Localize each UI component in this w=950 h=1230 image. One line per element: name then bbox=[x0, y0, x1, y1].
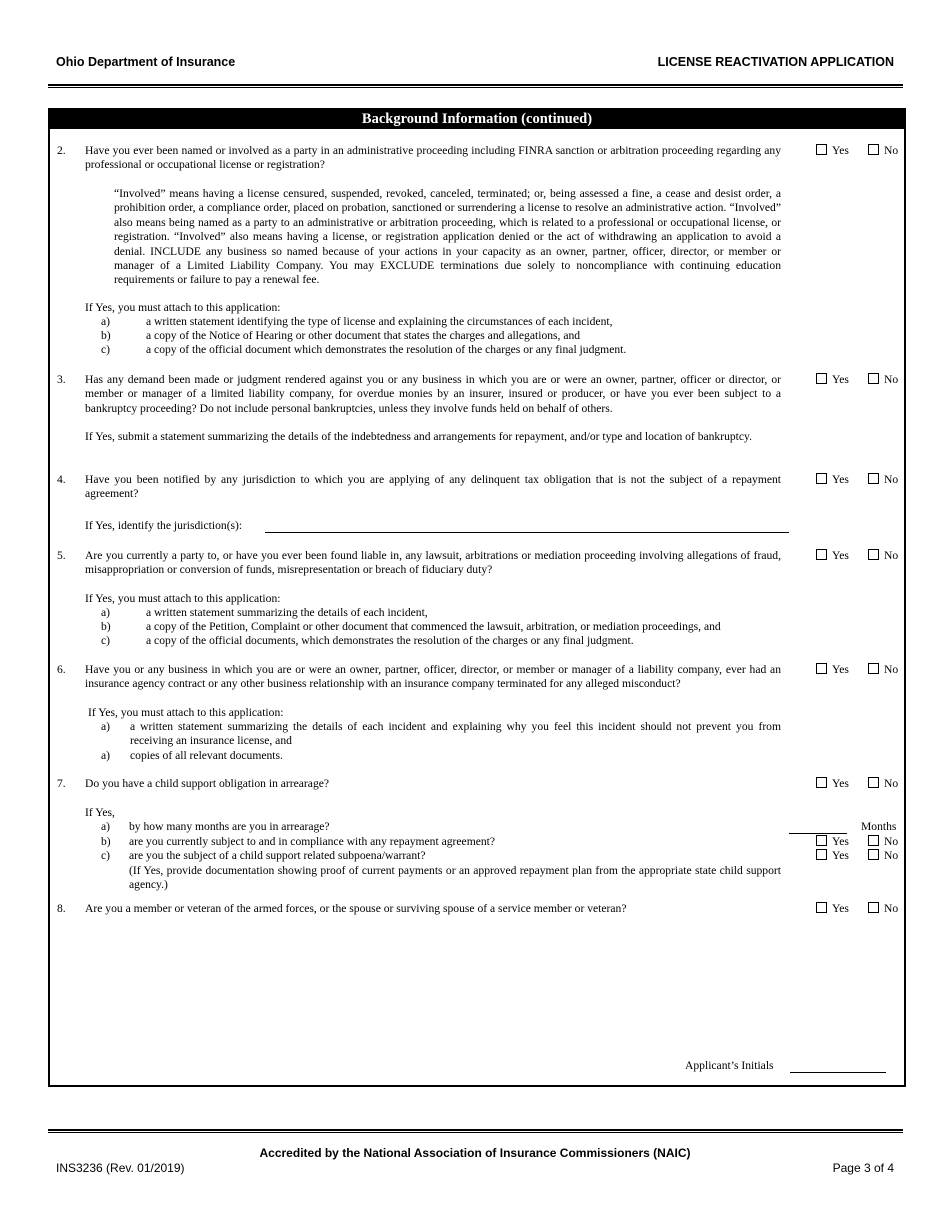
months-label: Months bbox=[861, 820, 897, 833]
q7-no-checkbox[interactable]: No bbox=[868, 777, 898, 791]
header-form-title: LICENSE REACTIVATION APPLICATION bbox=[657, 55, 894, 69]
q7b-yes-checkbox[interactable]: Yes bbox=[816, 835, 849, 849]
q6-no-checkbox[interactable]: No bbox=[868, 663, 898, 677]
q2-number: 2. bbox=[57, 144, 66, 157]
q6-item-a: a) a written statement summarizing the details of each incident and explaining why you feel this incident should not prevent you from receiving an insurance license, and bbox=[101, 720, 781, 748]
q5-attach-intro: If Yes, you must attach to this application: bbox=[85, 592, 281, 605]
q7c-no-checkbox[interactable]: No bbox=[868, 849, 898, 863]
q8-text: Are you a member or veteran of the armed forces, or the spouse or surviving spouse of a service member or veteran? bbox=[85, 902, 627, 915]
checkbox-icon bbox=[816, 849, 827, 860]
q2-definition: “Involved” means having a license censured, suspended, revoked, canceled, terminated; or, being assessed a fine, a cease and desist order, a prohibition order, a compliance order, placed on probation, sanctioned or surrendering a license to resolve an administrative action. “Involved” also means being named as a party to an administrative or arbitration proceeding, which is related to a professional or occupational license, or registration. “Involved” also means having a license, or registration application denied or the act of withdrawing an application to avoid a denial. INCLUDE any business so named because of your actions in your capacity as an owner, partner, officer, director, or member or manager of a Limited Liability Company. You may EXCLUDE terminations due solely to noncompliance with continuing education requirements or failure to pay a renewal fee. bbox=[114, 187, 781, 287]
checkbox-icon bbox=[816, 902, 827, 913]
q5-yes-checkbox[interactable]: Yes bbox=[816, 549, 849, 563]
q8-yes-checkbox[interactable]: Yes bbox=[816, 902, 849, 916]
q3-number: 3. bbox=[57, 373, 66, 386]
checkbox-icon bbox=[868, 549, 879, 560]
q7-yes-checkbox[interactable]: Yes bbox=[816, 777, 849, 791]
q7-text: Do you have a child support obligation in arrearage? bbox=[85, 777, 330, 790]
section-title: Background Information (continued) bbox=[50, 110, 904, 129]
q4-no-checkbox[interactable]: No bbox=[868, 473, 898, 487]
q5-no-checkbox[interactable]: No bbox=[868, 549, 898, 563]
header-agency: Ohio Department of Insurance bbox=[56, 55, 236, 69]
q7-note: (If Yes, provide documentation showing proof of current payments or an approved repayment plan from the appropriate state child support agency.) bbox=[129, 864, 781, 892]
initials-label: Applicant’s Initials bbox=[685, 1059, 774, 1072]
initials-input-line[interactable] bbox=[790, 1072, 886, 1073]
q6-text: Have you or any business in which you are or were an owner, partner, officer, director, or member or manager of a liability company, ever had an insurance agency contract or any other business relationship with an insurance company terminated for any alleged misconduct? bbox=[85, 663, 781, 691]
checkbox-icon bbox=[816, 663, 827, 674]
q3-text: Has any demand been made or judgment rendered against you or any business in which you are or were an owner, partner, officer or director, or member or manager of a limited liability company, for overdue monies by an insurer, insured or producer, or have you ever been subject to a bankruptcy proceeding? Do not include personal bankruptcies, unless they involve funds held on behalf of others. bbox=[85, 373, 781, 415]
q6-number: 6. bbox=[57, 663, 66, 676]
q4-yes-checkbox[interactable]: Yes bbox=[816, 473, 849, 487]
q3-yes-checkbox[interactable]: Yes bbox=[816, 373, 849, 387]
q7c-yes-checkbox[interactable]: Yes bbox=[816, 849, 849, 863]
q2-yes-checkbox[interactable]: Yes bbox=[816, 144, 849, 158]
footer-accreditation: Accredited by the National Association of Insurance Commissioners (NAIC) bbox=[259, 1146, 691, 1160]
q5-number: 5. bbox=[57, 549, 66, 562]
checkbox-icon bbox=[868, 144, 879, 155]
q4-text: Have you been notified by any jurisdiction to which you are applying of any delinquent tax obligation that is not the subject of a repayment agreement? bbox=[85, 473, 781, 501]
header-rule bbox=[48, 84, 903, 88]
q7-number: 7. bbox=[57, 777, 66, 790]
checkbox-icon bbox=[816, 473, 827, 484]
checkbox-icon bbox=[868, 777, 879, 788]
q2-attach-intro: If Yes, you must attach to this application: bbox=[85, 301, 281, 314]
q7b-no-checkbox[interactable]: No bbox=[868, 835, 898, 849]
checkbox-icon bbox=[868, 835, 879, 846]
checkbox-icon bbox=[816, 144, 827, 155]
q7-if-yes: If Yes, bbox=[85, 806, 115, 819]
footer-rule bbox=[48, 1129, 903, 1133]
q6-yes-checkbox[interactable]: Yes bbox=[816, 663, 849, 677]
checkbox-icon bbox=[868, 663, 879, 674]
q4-number: 4. bbox=[57, 473, 66, 486]
q3-followup: If Yes, submit a statement summarizing the details of the indebtedness and arrangements for repayment, and/or type and location of bankruptcy. bbox=[85, 430, 752, 443]
footer-page-number: Page 3 of 4 bbox=[832, 1161, 894, 1175]
checkbox-icon bbox=[816, 835, 827, 846]
footer-form-id: INS3236 (Rev. 01/2019) bbox=[56, 1161, 185, 1175]
checkbox-icon bbox=[868, 849, 879, 860]
jurisdiction-input-line[interactable] bbox=[265, 532, 789, 533]
q8-no-checkbox[interactable]: No bbox=[868, 902, 898, 916]
q2-text: Have you ever been named or involved as a party in an administrative proceeding including FINRA sanction or arbitration proceeding regarding any professional or occupational license or registration? bbox=[85, 144, 781, 172]
q6-attach-intro: If Yes, you must attach to this application: bbox=[88, 706, 284, 719]
q4-followup: If Yes, identify the jurisdiction(s): bbox=[85, 519, 243, 532]
months-input-line[interactable] bbox=[789, 833, 847, 834]
q2-no-checkbox[interactable]: No bbox=[868, 144, 898, 158]
q8-number: 8. bbox=[57, 902, 66, 915]
checkbox-icon bbox=[816, 373, 827, 384]
checkbox-icon bbox=[816, 549, 827, 560]
checkbox-icon bbox=[868, 473, 879, 484]
q5-text: Are you currently a party to, or have you ever been found liable in, any lawsuit, arbitrations or mediation proceeding involving allegations of fraud, misappropriation or conversion of funds, misrepresentation or breach of fiduciary duty? bbox=[85, 549, 781, 577]
checkbox-icon bbox=[868, 373, 879, 384]
checkbox-icon bbox=[816, 777, 827, 788]
q3-no-checkbox[interactable]: No bbox=[868, 373, 898, 387]
checkbox-icon bbox=[868, 902, 879, 913]
